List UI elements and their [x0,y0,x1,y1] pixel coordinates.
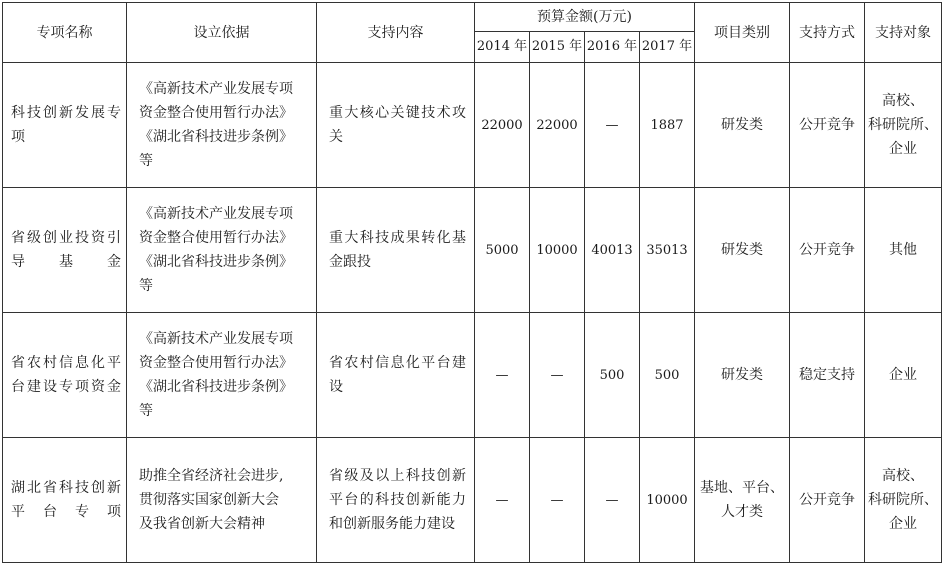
cell-2017: 1887 [640,63,695,188]
cell-target [865,313,942,438]
cell-2015: 22000 [530,63,585,188]
cell-method: 稳定支持 [790,313,865,438]
basis-line: 等 [139,153,153,169]
cell-target [865,188,942,313]
basis-line: 等 [139,403,153,419]
target-line: 企业 [889,516,917,532]
cell-method: 公开竞争 [790,188,865,313]
cell-content: 省级及以上科技创新平台的科技创新能力和创新服务能力建设 [317,438,475,563]
basis-line: 《高新技术产业发展专项 [139,331,293,347]
cell-basis [127,313,317,438]
cell-content: 省农村信息化平台建设 [317,313,475,438]
target-line: 高校、 [882,93,924,109]
cell-basis [127,63,317,188]
header-year-2015: 2015 年 [530,32,585,63]
table-row [3,438,942,563]
cell-name: 科技创新发展专项 [3,63,127,188]
basis-line: 《湖北省科技进步条例》 [139,379,293,395]
basis-line: 资金整合使用暂行办法》 [139,105,293,121]
cell-category: 研发类 [695,188,790,313]
target-line: 科研院所、 [868,117,938,133]
cell-content: 重大核心关键技术攻关 [317,63,475,188]
header-budget: 预算金额(万元) [475,3,695,32]
header-target: 支持对象 [865,3,942,63]
cell-name: 省级创业投资引导基金 [3,188,127,313]
target-line: 企业 [889,367,917,383]
target-line: 企业 [889,141,917,157]
basis-line: 《高新技术产业发展专项 [139,81,293,97]
header-row-1 [3,3,942,32]
header-year-2016: 2016 年 [585,32,640,63]
cell-2015: 10000 [530,188,585,313]
cell-basis [127,438,317,563]
header-year-2014: 2014 年 [475,32,530,63]
cell-2015: — [530,438,585,563]
cell-2017: 35013 [640,188,695,313]
cell-2015: — [530,313,585,438]
cell-content: 重大科技成果转化基金跟投 [317,188,475,313]
cell-2014: 22000 [475,63,530,188]
cell-name: 湖北省科技创新平台专项 [3,438,127,563]
cell-basis [127,188,317,313]
category-line: 基地、平台、 [700,480,784,496]
header-content: 支持内容 [317,3,475,63]
basis-line: 资金整合使用暂行办法》 [139,355,293,371]
cell-2016: — [585,63,640,188]
cell-target [865,63,942,188]
basis-line: 《湖北省科技进步条例》 [139,129,293,145]
table-row [3,63,942,188]
cell-name: 省农村信息化平台建设专项资金 [3,313,127,438]
basis-line: 助推全省经济社会进步, [139,468,284,484]
basis-line: 《湖北省科技进步条例》 [139,254,293,270]
cell-2014: 5000 [475,188,530,313]
special-fund-table [2,2,942,563]
target-line: 其他 [889,242,917,258]
header-method: 支持方式 [790,3,865,63]
cell-category: 研发类 [695,63,790,188]
header-category: 项目类别 [695,3,790,63]
cell-method: 公开竞争 [790,63,865,188]
header-basis: 设立依据 [127,3,317,63]
cell-2014: — [475,438,530,563]
header-name: 专项名称 [3,3,127,63]
cell-2016: 500 [585,313,640,438]
basis-line: 资金整合使用暂行办法》 [139,230,293,246]
basis-line: 贯彻落实国家创新大会 [139,492,279,508]
target-line: 科研院所、 [868,492,938,508]
basis-line: 及我省创新大会精神 [139,516,265,532]
cell-2016: 40013 [585,188,640,313]
header-year-2017: 2017 年 [640,32,695,63]
table-row [3,313,942,438]
basis-line: 《高新技术产业发展专项 [139,206,293,222]
cell-target [865,438,942,563]
basis-line: 等 [139,278,153,294]
cell-category: 研发类 [695,313,790,438]
cell-category [695,438,790,563]
cell-2016: — [585,438,640,563]
table-row [3,188,942,313]
target-line: 高校、 [882,468,924,484]
cell-2017: 10000 [640,438,695,563]
cell-2017: 500 [640,313,695,438]
cell-method: 公开竞争 [790,438,865,563]
cell-2014: — [475,313,530,438]
category-line: 人才类 [721,504,763,520]
budget-table-wrapper [2,2,942,563]
